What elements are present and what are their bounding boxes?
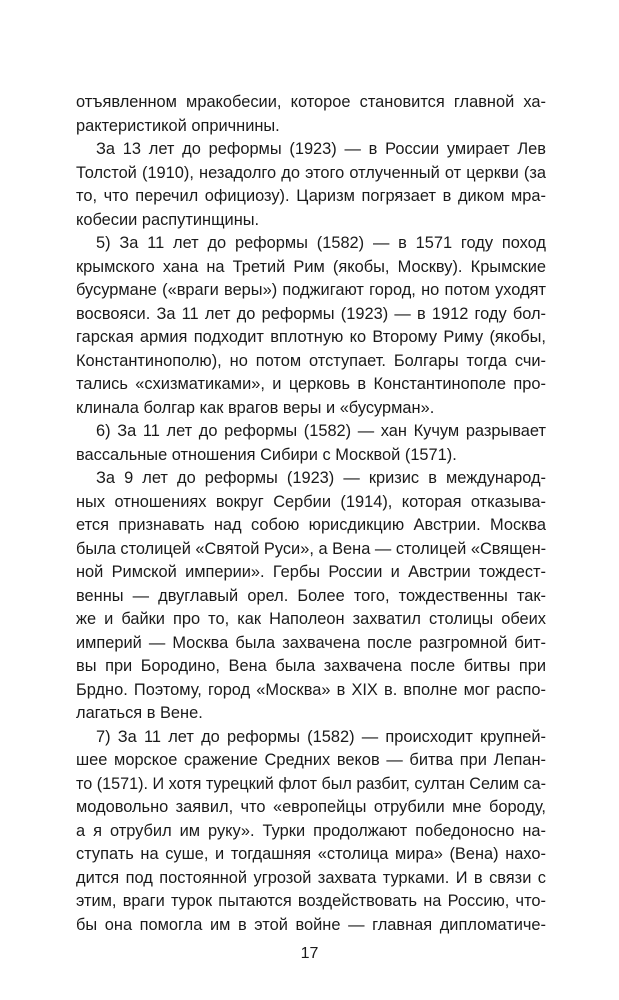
text-line: а я отрубил им руку». Турки продолжают победоносно на-	[76, 821, 546, 840]
text-line: дится под постоянной угрозой захвата турками. И в связи с	[76, 868, 546, 887]
text-line: восвояси. За 11 лет до реформы (1923) — в 1912 году бол-	[76, 304, 546, 323]
text-line: вы при Бородино, Вена была захвачена после битвы при	[76, 657, 546, 675]
text-line: рактеристикой опричнины.	[76, 116, 280, 135]
text-line: гарская армия подходит вплотную ко Второму Риму (якобы,	[76, 328, 546, 346]
text-line: клинала болгар как врагов веры и «бусурман».	[76, 398, 435, 417]
text-line: лагаться в Вене.	[76, 704, 203, 722]
text-line: отъявленном мракобесии, которое становится главной ха-	[76, 93, 546, 111]
text-line: была столицей «Святой Руси», а Вена — столицей «Священ-	[76, 539, 547, 558]
text-line: то (1571). И хотя турецкий флот был разбит, султан Селим са-	[76, 774, 547, 793]
text-line: вассальные отношения Сибири с Москвой (1571).	[76, 445, 457, 464]
text-line: крымского хана на Третий Рим (якобы, Москву). Крымские	[76, 257, 546, 276]
text-line: За 13 лет до реформы (1923) — в России умирает Лев	[96, 140, 546, 158]
text-line: За 9 лет до реформы (1923) — кризис в международ-	[96, 469, 546, 487]
text-line: Брдно. Поэтому, город «Москва» в XIX в. вполне мог распо-	[76, 680, 546, 699]
text-line: Константинополю), но потом отступает. Болгары тогда счи-	[76, 351, 546, 370]
text-line: тались «схизматиками», и церковь в Константинополе про-	[76, 375, 546, 393]
text-line: венны — двуглавый орел. Более того, тождественны так-	[76, 586, 546, 605]
text-line: ступать на суше, и тогдашняя «столица мира» (Вена) нахо-	[76, 845, 546, 863]
text-line: же и байки про то, как Наполеон захватил столицы обеих	[76, 610, 546, 628]
text-line: Толстой (1910), незадолго до этого отлученный от церкви (за	[76, 163, 546, 182]
text-line: бы она помогла им в этой войне — главная дипломатиче-	[76, 915, 546, 934]
text-line: империй — Москва была захвачена после разгромной бит-	[76, 633, 546, 652]
text-line: кобесии распутинщины.	[76, 210, 260, 229]
text-line: бусурмане («враги веры») поджигают город, но потом уходят	[76, 281, 546, 299]
text-line: этим, враги турок пытаются воздействовать на Россию, что-	[76, 892, 546, 910]
text-line: ных отношениях вокруг Сербии (1914), которая отказыва-	[76, 492, 546, 511]
text-line: 5) За 11 лет до реформы (1582) — в 1571 году поход	[96, 234, 546, 252]
text-line: ной Римской империи». Гербы России и Австрии тождест-	[76, 563, 546, 581]
page-number: 17	[300, 945, 319, 962]
text-line: то, что перечил официозу). Царизм погрязает в диком мра-	[76, 187, 546, 205]
text-line: шее морское сражение Средних веков — битва при Лепан-	[76, 751, 546, 769]
text-line: ется признавать над собою юрисдикцию Австрии. Москва	[76, 516, 546, 534]
body-text	[76, 91, 546, 937]
text-line: модовольно заявил, что «европейцы отрубили мне бороду,	[76, 798, 546, 816]
text-line: 6) За 11 лет до реформы (1582) — хан Кучум разрывает	[96, 422, 546, 440]
text-line: 7) За 11 лет до реформы (1582) — происходит крупней-	[96, 727, 546, 746]
